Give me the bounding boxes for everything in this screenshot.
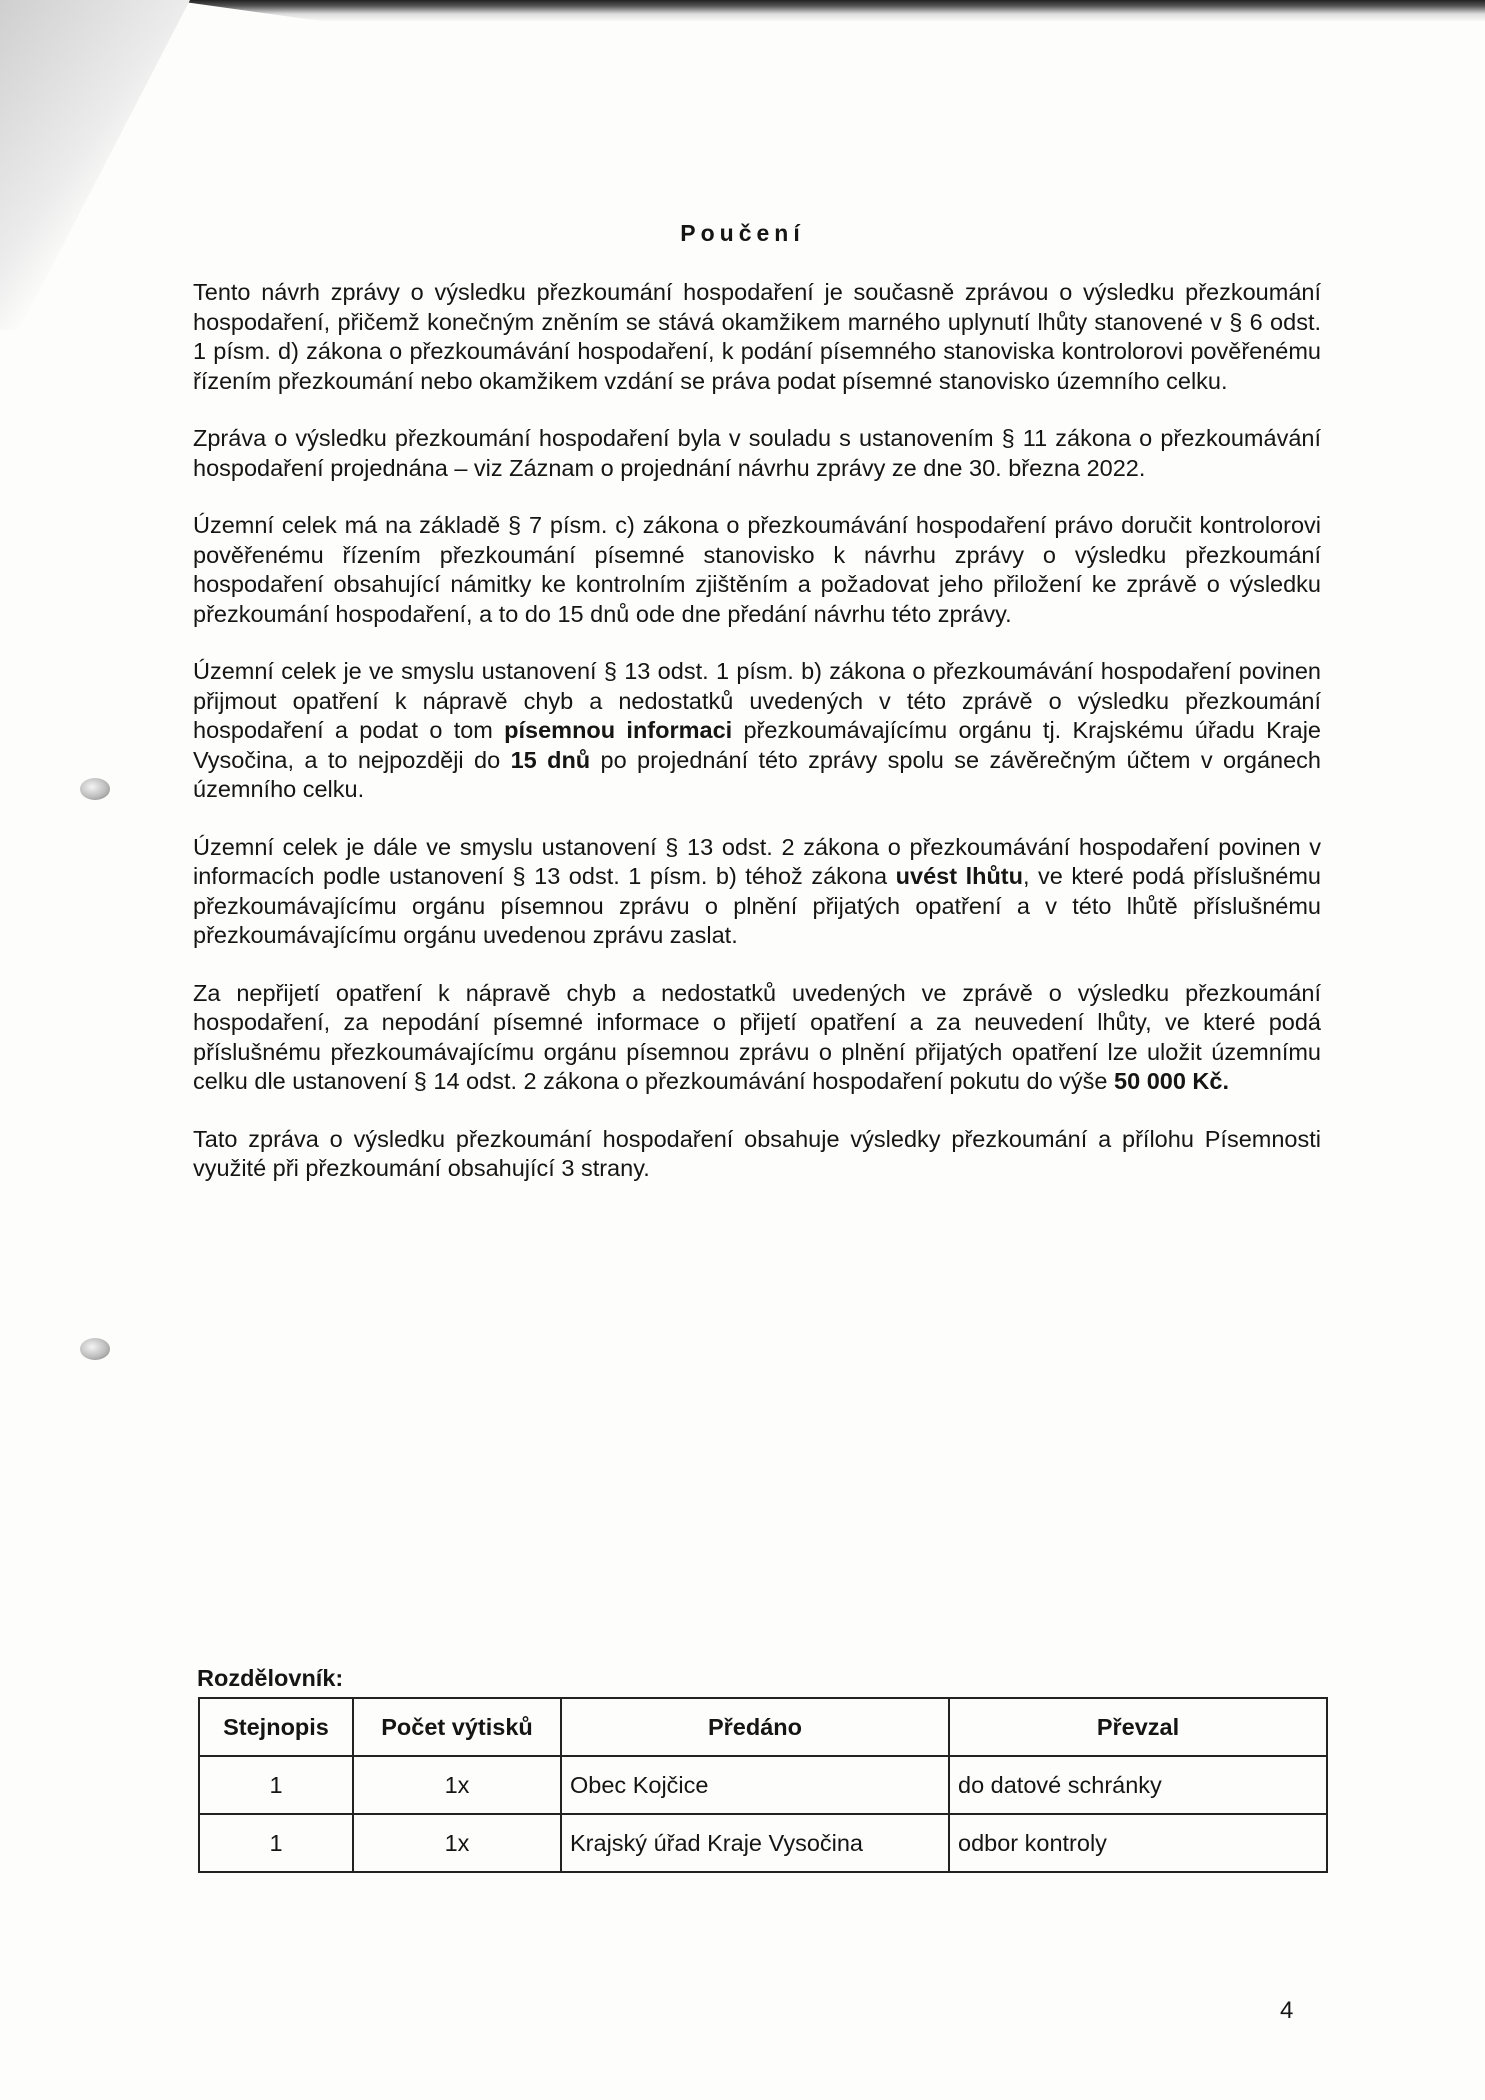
punch-hole	[80, 1338, 110, 1360]
paragraph-text: Zpráva o výsledku přezkoumání hospodaření byla v souladu s ustanovením § 11 zákona o přezkoumávání hospodaření projednána – viz Záznam o projednání návrhu zprávy ze dne 30. března 2022.	[193, 425, 1321, 481]
column-header-copy: Stejnopis	[199, 1698, 353, 1756]
paragraph-text: přezkoumávajícímu orgánu tj. Krajskému úřadu Kraje Vysočina, a to nejpozději do	[193, 717, 1321, 773]
cell-handed-to: Krajský úřad Kraje Vysočina	[561, 1814, 949, 1872]
cell-copy: 1	[199, 1814, 353, 1872]
paragraph-text: Za nepřijetí opatření k nápravě chyb a nedostatků uvedených ve zprávě o výsledku přezkoumání hospodaření, za nepodání písemné informace o přijetí opatření a za neuvedení lhůty, ve které podá příslušnému přezkoumávajícímu orgánu písemnou zprávu o plnění přijatých opatření lze uložit územnímu celku dle ustanovení § 14 odst. 2 zákona o přezkoumávání hospodaření pokutu do výše	[193, 979, 1321, 1094]
cell-received-by: do datové schránky	[949, 1756, 1327, 1814]
paragraph-text: po projednání této zprávy spolu se závěrečným účtem v orgánech územního celku.	[193, 746, 1322, 802]
section-heading: Poučení	[680, 220, 805, 246]
punch-hole	[80, 778, 110, 800]
paragraph-text: Územní celek je ve smyslu ustanovení § 13 odst. 1 písm. b) zákona o přezkoumávání hospodaření povinen přijmout opatření k nápravě chyb a nedostatků uvedených v této zprávě o výsledku přezkoumání hospodaření a podat o tom	[193, 658, 1321, 743]
paragraph	[193, 657, 1321, 805]
paragraph	[193, 278, 1321, 396]
table-header-row	[199, 1698, 1327, 1756]
emphasized-text: uvést lhůtu	[895, 863, 1023, 889]
scan-shadow-top	[170, 0, 1485, 22]
paragraph	[193, 833, 1321, 951]
column-header-handed-to: Předáno	[561, 1698, 949, 1756]
paragraph	[193, 1125, 1321, 1184]
paragraph	[193, 424, 1321, 483]
paragraph-text: Územní celek má na základě § 7 písm. c) zákona o přezkoumávání hospodaření právo doručit kontrolorovi pověřenému řízením přezkoumání písemné stanovisko k návrhu zprávy o výsledku přezkoumání hospodaření obsahující námitky ke kontrolním zjištěním a požadovat jeho přiložení ke zprávě o výsledku přezkoumání hospodaření, a to do 15 dnů ode dne předání návrhu této zprávy.	[193, 512, 1321, 627]
paragraph-text: Tento návrh zprávy o výsledku přezkoumání hospodaření je současně zprávou o výsledku přezkoumání hospodaření, přičemž konečným zněním se stává okamžikem marného uplynutí lhůty stanovené v § 6 odst. 1 písm. d) zákona o přezkoumávání hospodaření, k podání písemného stanoviska kontrolorovi pověřenému řízením přezkoumání nebo okamžikem vzdání se práva podat písemné stanovisko územního celku.	[193, 279, 1321, 394]
cell-handed-to: Obec Kojčice	[561, 1756, 949, 1814]
scan-shadow-left	[0, 0, 190, 330]
distribution-table	[198, 1697, 1328, 1873]
distribution-label: Rozdělovník:	[197, 1665, 344, 1691]
column-header-received-by: Převzal	[949, 1698, 1327, 1756]
cell-count: 1x	[353, 1756, 561, 1814]
emphasized-text: písemnou informaci	[504, 717, 733, 743]
table-row	[199, 1814, 1327, 1872]
paragraph-text: Tato zpráva o výsledku přezkoumání hospodaření obsahuje výsledky přezkoumání a přílohu Písemnosti využité při přezkoumání obsahující 3 strany.	[193, 1125, 1321, 1181]
emphasized-text: 15 dnů	[510, 746, 591, 773]
cell-count: 1x	[353, 1814, 561, 1872]
cell-received-by: odbor kontroly	[949, 1814, 1327, 1872]
column-header-count: Počet výtisků	[353, 1698, 561, 1756]
paragraph-text: , ve které podá příslušnému přezkoumávajícímu orgánu písemnou zprávu o plnění přijatých opatření a v této lhůtě příslušnému přezkoumávajícímu orgánu uvedenou zprávu zaslat.	[193, 863, 1321, 948]
paragraph	[193, 979, 1321, 1097]
table-row	[199, 1756, 1327, 1814]
body-text	[193, 278, 1321, 1212]
paragraph	[193, 511, 1321, 629]
emphasized-text: 50 000 Kč.	[1114, 1068, 1230, 1094]
page-number: 4	[1280, 1997, 1294, 2024]
cell-copy: 1	[199, 1756, 353, 1814]
paragraph-text: Územní celek je dále ve smyslu ustanovení § 13 odst. 2 zákona o přezkoumávání hospodaření povinen v informacích podle ustanovení § 13 odst. 1 písm. b) téhož zákona	[193, 833, 1321, 889]
